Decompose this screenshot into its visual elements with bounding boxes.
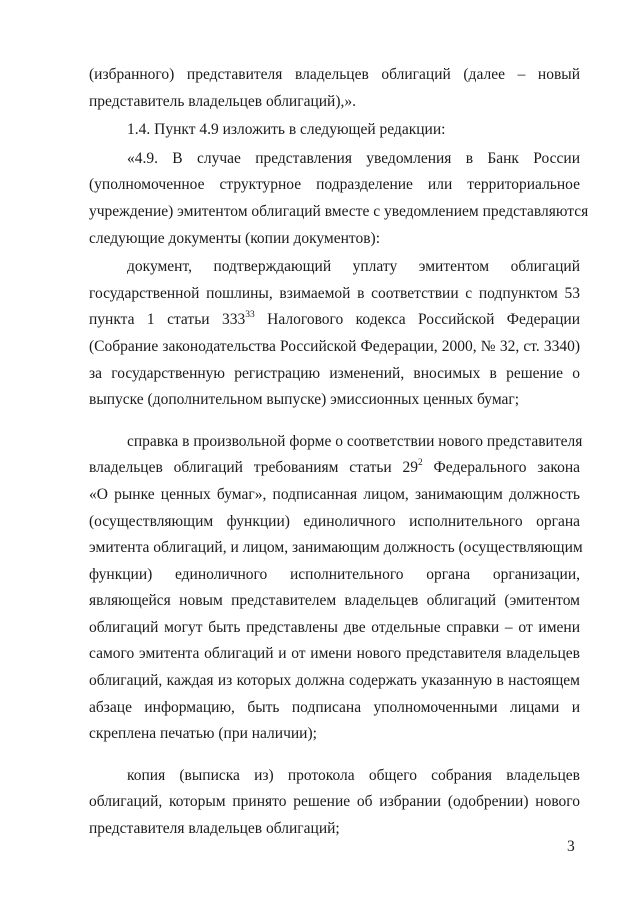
text-line: самого эмитента облигаций и от имени нового представителя владельцев (89, 645, 580, 663)
text-line: абзаце информацию, быть подписана уполномоченными лицами и (89, 698, 580, 716)
text-line: учреждение) эмитентом облигаций вместе с уведомлением представляются (89, 202, 589, 220)
text-line: облигаций могут быть представлены две отдельные справки – от имени (89, 618, 580, 636)
text-line (89, 455, 580, 482)
text-line: государственной пошлины, взимаемой в соответствии с подпунктом 53 (89, 284, 580, 302)
text-line (89, 307, 580, 334)
text-line: эмитента облигаций, и лицом, занимающим должность (осуществляющим (89, 539, 583, 557)
text-line: за государственную регистрацию изменений, вносимых в решение о (89, 364, 580, 382)
text-line: облигаций, каждая из которых должна содержать указанную в настоящем (89, 672, 580, 690)
document-body (89, 62, 589, 843)
text-line: следующие документы (копии документов): (89, 229, 381, 247)
text-line: 1.4. Пункт 4.9 изложить в следующей редакции: (127, 121, 446, 139)
text-line: (уполномоченное структурное подразделение или территориальное (89, 176, 580, 194)
text-line: (избранного) представителя владельцев облигаций (далее – новый (89, 66, 580, 83)
text-line: копия (выписка из) протокола общего собрания владельцев (127, 766, 580, 784)
paragraph-gap (89, 748, 580, 763)
paragraph-representative-certificate (89, 429, 583, 748)
text-line: справка в произвольной форме о соответствии нового представителя (127, 432, 583, 450)
text-line: облигаций, которым принято решение об избрании (одобрении) нового (89, 793, 580, 811)
paragraph-gap (89, 414, 580, 429)
text-line: скреплена печатью (при наличии); (89, 725, 317, 743)
text-segment: Налогового кодекса Российской Федерации (267, 311, 581, 329)
text-line: являющейся новым представителем владельцев облигаций (эмитентом (89, 592, 580, 610)
text-line: (осуществляющим функции) единоличного исполнительного органа (89, 512, 580, 530)
paragraph-state-duty-document (89, 254, 580, 414)
paragraph-amendment-1-4 (89, 117, 580, 144)
page-number: 3 (567, 838, 575, 855)
paragraph-continuation (89, 62, 580, 115)
text-line: «4.9. В случае представления уведомления в Банк России (127, 149, 580, 167)
text-line: представитель владельцев облигаций),». (89, 92, 357, 110)
superscript: 2 (418, 458, 423, 469)
text-line: функции) единоличного исполнительного органа организации, (89, 565, 580, 583)
paragraph-clause-4-9 (89, 146, 589, 252)
paragraph-meeting-protocol (89, 763, 580, 843)
text-line: выпуске (дополнительном выпуске) эмиссионных ценных бумаг; (89, 391, 520, 409)
text-segment: Федерального закона (433, 459, 580, 477)
text-line: документ, подтверждающий уплату эмитентом облигаций (127, 258, 580, 276)
text-segment: пункта 1 статьи 333 (89, 311, 246, 329)
superscript: 33 (245, 310, 255, 321)
text-segment: владельцев облигаций требованиям статьи 29 (89, 459, 418, 477)
text-line: «О рынке ценных бумаг», подписанная лицом, занимающим должность (89, 485, 580, 503)
text-line: (Собрание законодательства Российской Федерации, 2000, № 32, ст. 3340) (89, 337, 580, 355)
text-line: представителя владельцев облигаций; (89, 820, 340, 838)
